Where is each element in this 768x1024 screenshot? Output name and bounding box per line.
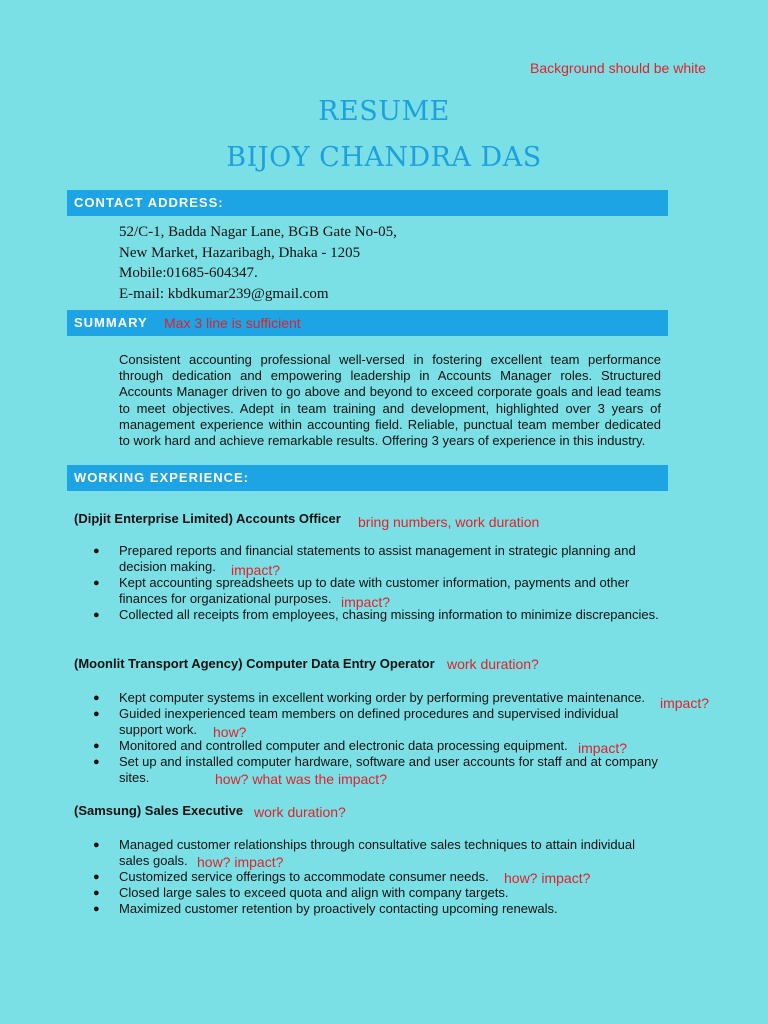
annotation-summary: Max 3 line is sufficient <box>164 315 301 331</box>
annotation-how: how? <box>213 724 247 740</box>
resume-heading: RESUME <box>318 96 450 127</box>
bullet-text: Managed customer relationships through consultative sales techniques to attain individual sales goals. <box>119 837 635 869</box>
address-line: 52/C-1, Badda Nagar Lane, BGB Gate No-05, <box>119 224 397 240</box>
annotation-job2: work duration? <box>447 656 539 672</box>
job-title: (Samsung) Sales Executive <box>74 803 244 818</box>
bullet-icon: ● <box>93 839 100 851</box>
bullet-text: Kept computer systems in excellent working order by performing preventative maintenance. <box>119 690 646 705</box>
list-item <box>91 706 661 738</box>
bullet-icon: ● <box>93 708 100 721</box>
annotation-impact: impact? <box>578 740 628 756</box>
bullet-icon: ● <box>93 545 100 557</box>
bullet-text: Customized service offerings to accommodate consumer needs. <box>119 869 489 885</box>
annotation-impact: impact? <box>341 594 391 610</box>
address-line: New Market, Hazaribagh, Dhaka - 1205 <box>119 244 361 261</box>
annotation-impact: impact? <box>231 562 281 578</box>
candidate-name: BIJOY CHANDRA DAS <box>226 142 542 173</box>
job-title: (Moonlit Transport Agency) Computer Data Entry Operator <box>74 656 435 671</box>
bullet-icon: ● <box>93 887 100 900</box>
bullet-text: Maximized customer retention by proactively contacting upcoming renewals. <box>119 901 558 917</box>
list-item <box>91 901 661 917</box>
list-item <box>91 885 661 901</box>
section-bar-experience: WORKING EXPERIENCE: <box>67 465 668 491</box>
bullet-text: Set up and installed computer hardware, software and user accounts for staff and at company sites. <box>119 754 658 786</box>
summary-text: Consistent accounting professional well-versed in fostering excellent team performance through dedication and empowering leadership in Accounts Manager roles. Structured Accounts Manager driven to go above and beyond to exceed corporate goals and lead teams to meet objectives. Adept in team training and development, highlighted over 3 years of management experience within accounting field. Reliable, punctual team member dedicated to work hard and achieve remarkable results. Offering 3 years of experience in this industry. <box>119 352 661 449</box>
annotation-background: Background should be white <box>530 60 706 76</box>
bullet-icon: ● <box>93 577 100 590</box>
job-title: (Dipjit Enterprise Limited) Accounts Officer <box>74 511 341 526</box>
bullet-text: Kept accounting spreadsheets up to date with customer information, payments and other finances for organizational purposes. <box>119 575 630 607</box>
section-title-summary: SUMMARY <box>74 315 148 330</box>
contact-address <box>119 222 397 304</box>
bullet-text: Monitored and controlled computer and electronic data processing equipment. <box>119 738 568 754</box>
email-line: E-mail: kbdkumar239@gmail.com <box>119 285 329 302</box>
section-bar-summary <box>67 310 668 336</box>
bullet-icon: ● <box>93 609 100 622</box>
bullet-icon: ● <box>93 903 100 916</box>
annotation-job3: work duration? <box>254 804 346 820</box>
list-item <box>91 690 661 706</box>
annotation-impact: impact? <box>660 695 710 711</box>
bullet-icon: ● <box>93 692 100 704</box>
list-item <box>91 738 661 754</box>
annotation-how-impact: how? impact? <box>504 870 591 886</box>
bullet-icon: ● <box>93 740 100 753</box>
mobile-line: Mobile:01685-604347. <box>119 265 258 281</box>
annotation-job1: bring numbers, work duration <box>358 514 540 530</box>
annotation-how-impact: how? impact? <box>197 854 284 870</box>
bullet-text: Collected all receipts from employees, chasing missing information to minimize discrepancies. <box>119 607 659 623</box>
section-bar-contact: CONTACT ADDRESS: <box>67 190 668 216</box>
bullet-text: Prepared reports and financial statements to assist management in strategic planning and decision making. <box>119 543 636 575</box>
list-item <box>91 543 661 575</box>
job1-bullets <box>91 543 661 623</box>
list-item <box>91 837 661 869</box>
bullet-icon: ● <box>93 756 100 769</box>
bullet-text: Closed large sales to exceed quota and align with company targets. <box>119 885 509 901</box>
bullet-text: Guided inexperienced team members on defined procedures and supervised individual support work. <box>119 706 619 738</box>
annotation-how-impact: how? what was the impact? <box>215 771 387 787</box>
bullet-icon: ● <box>93 871 100 884</box>
